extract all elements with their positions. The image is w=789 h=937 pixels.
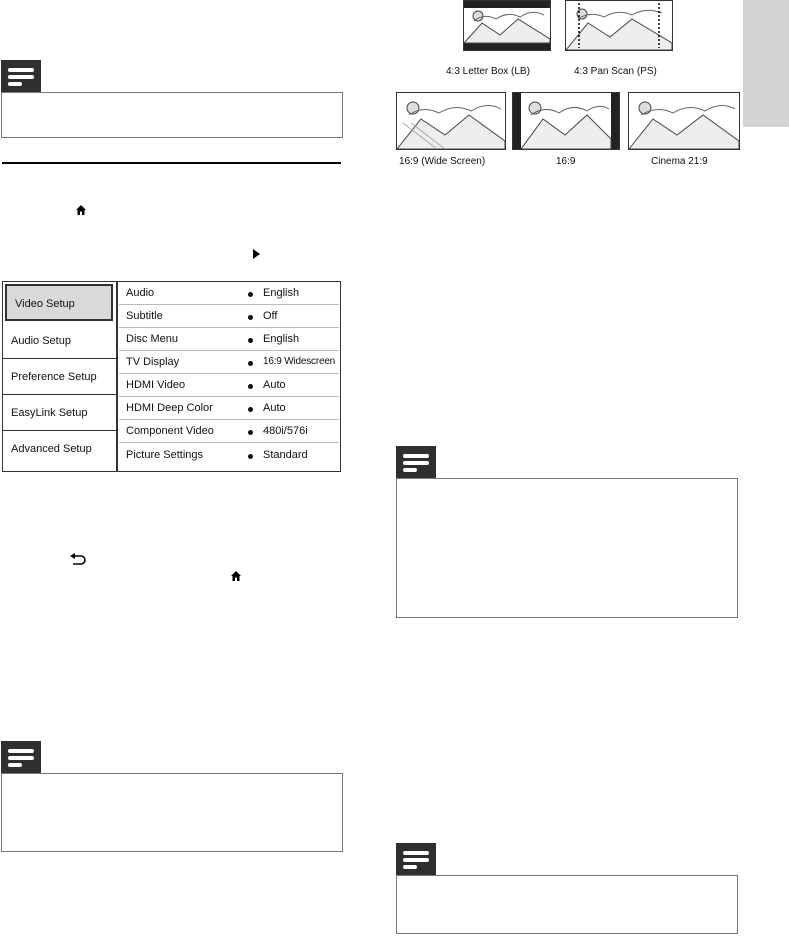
menu-value-picture-settings: Standard: [263, 449, 308, 461]
note-box-2: [396, 478, 738, 618]
bullet-icon: [248, 292, 253, 297]
menu-category-video-setup[interactable]: Video Setup: [5, 284, 113, 321]
bullet-icon: [248, 384, 253, 389]
bullet-icon: [248, 407, 253, 412]
bullet-icon: [248, 315, 253, 320]
bullet-icon: [248, 430, 253, 435]
caption-panscan: 4:3 Pan Scan (PS): [574, 66, 657, 77]
menu-category-easylink-setup[interactable]: EasyLink Setup: [3, 396, 116, 431]
menu-row-divider: [119, 419, 339, 420]
menu-value-hdmi-deep-color: Auto: [263, 402, 286, 414]
play-icon: [253, 249, 260, 259]
menu-value-audio: English: [263, 287, 300, 299]
thumb-4-3-letterbox: [463, 0, 551, 51]
back-icon: [69, 553, 87, 566]
home-icon: [230, 570, 242, 582]
menu-option-picture-settings[interactable]: Picture Settings: [126, 449, 204, 461]
section-rule: [2, 162, 341, 164]
menu-option-audio[interactable]: Audio: [126, 287, 155, 299]
menu-option-hdmi-deep-color[interactable]: HDMI Deep Color: [126, 402, 213, 414]
caption-cinema: Cinema 21:9: [651, 156, 708, 167]
caption-letterbox: 4:3 Letter Box (LB): [446, 66, 530, 77]
note-icon: [396, 446, 436, 479]
menu-option-subtitle[interactable]: Subtitle: [126, 310, 163, 322]
note-box-4: [396, 875, 738, 934]
bullet-icon: [248, 361, 253, 366]
menu-row-divider: [119, 350, 339, 351]
note-icon: [396, 843, 436, 876]
caption-16-9: 16:9: [556, 156, 576, 167]
menu-row-divider: [119, 442, 339, 443]
menu-option-component-video[interactable]: Component Video: [126, 425, 214, 437]
bullet-icon: [248, 338, 253, 343]
menu-row-divider: [119, 396, 339, 397]
thumb-16-9-widescreen: [396, 92, 506, 150]
thumb-4-3-panscan: [565, 0, 673, 51]
menu-option-tv-display[interactable]: TV Display: [126, 356, 180, 368]
side-tab: [743, 0, 789, 127]
menu-category-audio-setup[interactable]: Audio Setup: [3, 324, 116, 359]
setup-menu: [2, 281, 341, 472]
menu-row-divider: [119, 327, 339, 328]
menu-value-disc-menu: English: [263, 333, 300, 345]
menu-category-preference-setup[interactable]: Preference Setup: [3, 360, 116, 395]
menu-row-divider: [119, 304, 339, 305]
menu-value-subtitle: Off: [263, 310, 278, 322]
bullet-icon: [248, 454, 253, 459]
caption-widescreen: 16:9 (Wide Screen): [399, 156, 486, 167]
thumb-16-9: [512, 92, 620, 150]
note-icon: [1, 60, 41, 93]
menu-value-component-video: 480i/576i: [263, 425, 308, 437]
menu-row-divider: [119, 373, 339, 374]
menu-option-disc-menu[interactable]: Disc Menu: [126, 333, 178, 345]
note-box-1: [1, 92, 343, 138]
note-box-3: [1, 773, 343, 852]
note-icon: [1, 741, 41, 774]
home-icon: [75, 204, 87, 216]
menu-option-hdmi-video[interactable]: HDMI Video: [126, 379, 186, 391]
thumb-cinema-21-9: [628, 92, 740, 150]
menu-value-tv-display: 16:9 Widescreen: [263, 356, 336, 367]
menu-value-hdmi-video: Auto: [263, 379, 286, 391]
menu-category-advanced-setup[interactable]: Advanced Setup: [11, 443, 92, 455]
